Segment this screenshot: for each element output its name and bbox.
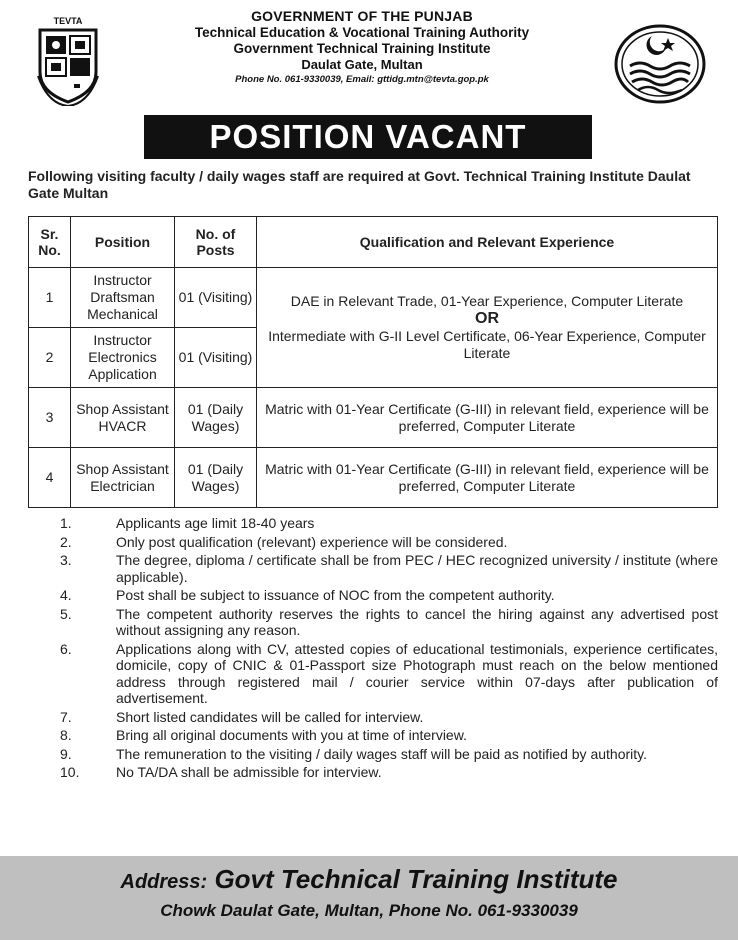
table-row [29, 448, 718, 508]
condition-item [28, 746, 718, 763]
posts-cell: 01 (Visiting) [175, 328, 257, 388]
table-row [29, 388, 718, 448]
sr-no-cell: 1 [29, 268, 71, 328]
condition-item [28, 764, 718, 781]
condition-item [28, 552, 718, 585]
condition-item [28, 606, 718, 639]
condition-text: Only post qualification (relevant) experience will be considered. [116, 533, 508, 550]
posts-cell: 01 (Visiting) [175, 268, 257, 328]
authority-title: Technical Education & Vocational Training Authority [194, 25, 530, 40]
sr-no-cell: 2 [29, 328, 71, 388]
condition-text: No TA/DA shall be admissible for interview. [116, 764, 382, 780]
qualification-option-1: DAE in Relevant Trade, 01-Year Experience, Computer Literate [290, 293, 684, 309]
condition-text: The competent authority reserves the rights to cancel the hiring against any advertised post without assigning any reason. [116, 605, 718, 638]
qualification-cell: Matric with 01-Year Certificate (G-III) in relevant field, experience will be preferred, Computer Literate [257, 388, 718, 448]
condition-number: 3. [60, 552, 72, 568]
terms-and-conditions-list [28, 515, 718, 783]
condition-item [28, 709, 718, 726]
posts-cell: 01 (Daily Wages) [175, 388, 257, 448]
intro-text: Following visiting faculty / daily wages staff are required at Govt. Technical Training Institute Daulat Gate Multan [28, 168, 691, 201]
tevta-logo-text: TEVTA [53, 16, 83, 26]
qualification-cell-merged [257, 268, 718, 388]
condition-item [28, 515, 718, 532]
header-qualification: Qualification and Relevant Experience [257, 217, 718, 268]
position-cell: Shop Assistant Electrician [71, 448, 175, 508]
condition-item [28, 534, 718, 551]
or-separator: OR [475, 310, 499, 327]
condition-text: Post shall be subject to issuance of NOC from the competent authority. [116, 587, 555, 603]
condition-item [28, 587, 718, 604]
position-cell: Instructor Electronics Application [71, 328, 175, 388]
address-line-2: Chowk Daulat Gate, Multan, Phone No. 061-9330039 [160, 901, 578, 920]
condition-number: 7. [60, 708, 72, 725]
punjab-emblem [612, 22, 708, 106]
position-cell: Instructor Draftsman Mechanical [71, 268, 175, 328]
condition-item [28, 727, 718, 744]
position-vacant-banner: POSITION VACANT [144, 115, 592, 159]
address-line-1 [0, 862, 738, 899]
sr-no-cell: 4 [29, 448, 71, 508]
institute-title: Government Technical Training Institute [233, 41, 491, 56]
header-text [120, 8, 604, 87]
condition-text: Short listed candidates will be called for interview. [116, 708, 424, 725]
table-header-row [29, 217, 718, 268]
address-label: Address: [120, 871, 208, 893]
header-no-of-posts: No. of Posts [175, 217, 257, 268]
condition-number: 8. [60, 727, 72, 743]
positions-table [28, 216, 718, 508]
posts-cell: 01 (Daily Wages) [175, 448, 257, 508]
condition-number: 10. [60, 764, 80, 780]
condition-number: 2. [60, 533, 72, 550]
condition-number: 6. [60, 640, 72, 657]
condition-number: 9. [60, 745, 72, 762]
qualification-option-2: Intermediate with G-II Level Certificate, 06-Year Experience, Computer Literate [268, 328, 706, 361]
condition-text: The remuneration to the visiting / daily wages staff will be paid as notified by authority. [116, 745, 647, 762]
condition-number: 1. [60, 515, 72, 531]
condition-text: Applicants age limit 18-40 years [116, 515, 315, 531]
qualification-cell: Matric with 01-Year Certificate (G-III) in relevant field, experience will be preferred, Computer Literate [257, 448, 718, 508]
sr-no-cell: 3 [29, 388, 71, 448]
condition-number: 5. [60, 605, 72, 622]
header-position: Position [71, 217, 175, 268]
tevta-logo [28, 14, 108, 106]
institute-location: Daulat Gate, Multan [301, 57, 423, 72]
government-title: GOVERNMENT OF THE PUNJAB [251, 8, 473, 24]
table-row [29, 268, 718, 328]
condition-text: The degree, diploma / certificate shall be from PEC / HEC recognized university / institute (where applicable). [116, 552, 718, 585]
condition-item [28, 641, 718, 707]
address-institute: Govt Technical Training Institute [214, 864, 618, 894]
header [0, 0, 738, 112]
header-sr-no: Sr. No. [29, 217, 71, 268]
address-footer [0, 856, 738, 940]
condition-text: Bring all original documents with you at time of interview. [116, 727, 467, 743]
condition-number: 4. [60, 587, 72, 603]
position-cell: Shop Assistant HVACR [71, 388, 175, 448]
condition-text: Applications along with CV, attested copies of educational testimonials, experience certificates, domicile, copy of CNIC & 01-Passport size Photograph must reach on the below mentioned address through registered mail / courier service within 07-days after publication of advertisement. [116, 640, 718, 706]
contact-info: Phone No. 061-9330039, Email: gttidg.mtn@tevta.gop.pk [235, 74, 489, 85]
